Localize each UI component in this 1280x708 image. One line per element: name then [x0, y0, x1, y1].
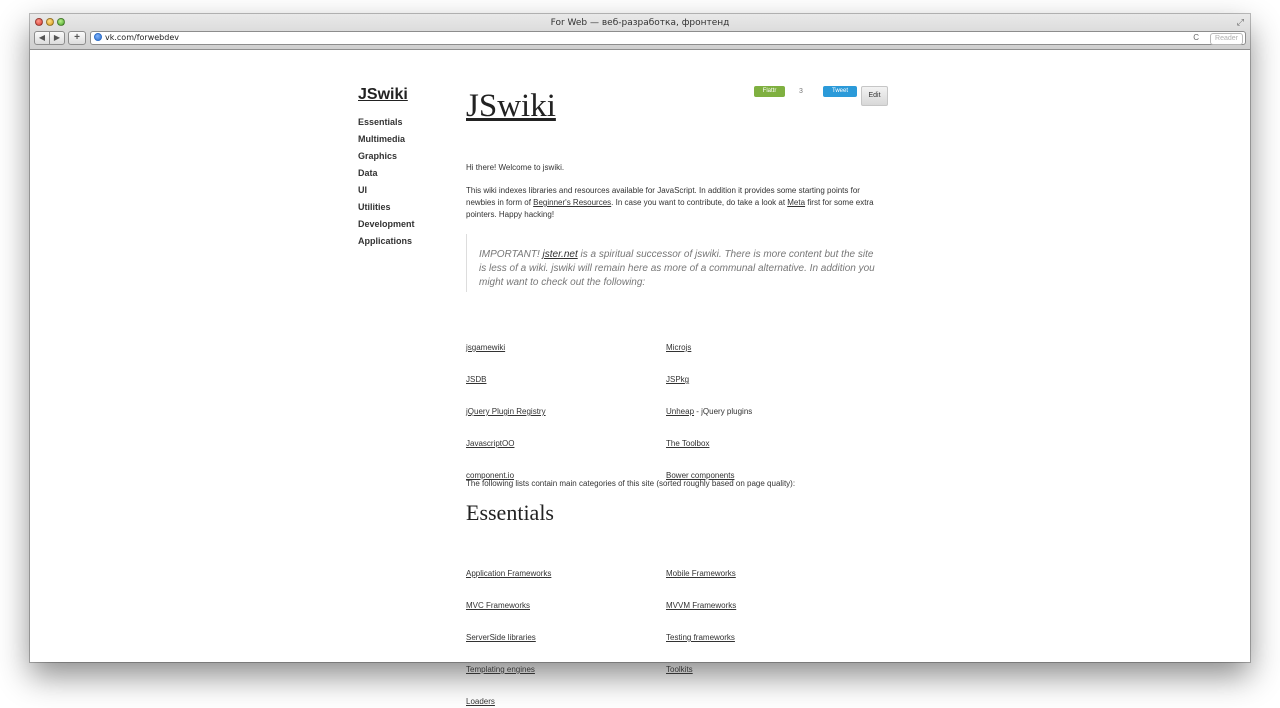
browser-window [30, 14, 1250, 706]
notice-body: is a spiritual successor of jswiki. There is more content but the site is less of a wiki. jswiki will remain here as more of a communal alternative. In addition you might want to check out the following: [479, 249, 875, 288]
intro-text: This wiki indexes libraries and resources available for JavaScript. In addition it provides some starting points for newbies in form of [466, 186, 860, 207]
notice-text [479, 248, 879, 290]
reload-icon[interactable]: C [1193, 33, 1199, 42]
back-button[interactable]: ◀ [34, 31, 50, 45]
essentials-link[interactable]: Application Frameworks [466, 569, 552, 578]
globe-icon [94, 33, 102, 41]
notice-prefix: IMPORTANT! [479, 249, 543, 260]
related-link[interactable]: component.io [466, 471, 515, 480]
forward-button[interactable]: ▶ [49, 31, 65, 45]
fullscreen-icon[interactable]: ⤢ [1236, 17, 1244, 27]
essentials-heading: Essentials [466, 500, 554, 525]
sidebar-item-utilities[interactable]: Utilities [358, 202, 391, 212]
window-title: For Web — веб-разработка, фронтенд [550, 18, 730, 28]
essentials-link[interactable]: Templating engines [466, 665, 535, 674]
sidebar-item-ui[interactable]: UI [358, 185, 367, 195]
jster-link[interactable]: jster.net [542, 249, 578, 260]
browser-toolbar [34, 31, 1246, 45]
site-logo-link[interactable]: JSwiki [358, 86, 408, 103]
important-notice [466, 234, 879, 292]
main-content [466, 86, 886, 706]
add-bookmark-button[interactable]: + [68, 31, 86, 45]
flattr-count: 3 [799, 88, 803, 95]
sidebar-item-development[interactable]: Development [358, 219, 415, 229]
intro-paragraph [466, 185, 886, 221]
related-link-row [666, 406, 752, 418]
url-text: vk.com/forwebdev [105, 33, 179, 42]
related-link[interactable]: jQuery Plugin Registry [466, 407, 546, 416]
intro-text: . In case you want to contribute, do take a look at [611, 198, 788, 207]
essentials-link[interactable]: Loaders [466, 697, 495, 706]
sidebar-item-applications[interactable]: Applications [358, 236, 413, 246]
related-link[interactable]: JSDB [466, 375, 487, 384]
related-link[interactable]: Bower components [666, 471, 735, 480]
sidebar-item-multimedia[interactable]: Multimedia [358, 134, 406, 144]
page-title[interactable]: JSwiki [466, 88, 556, 124]
related-link[interactable]: Microjs [666, 343, 692, 352]
related-link[interactable]: jsgamewiki [466, 343, 506, 352]
essentials-link[interactable]: MVC Frameworks [466, 601, 531, 610]
address-bar[interactable] [90, 31, 1246, 45]
essentials-link[interactable]: ServerSide libraries [466, 633, 536, 642]
sidebar-item-graphics[interactable]: Graphics [358, 151, 398, 161]
page-content [30, 50, 1250, 706]
greeting-text: Hi there! Welcome to jswiki. [466, 163, 565, 172]
essentials-link[interactable]: Toolkits [666, 665, 693, 674]
related-link[interactable]: Unheap [666, 407, 695, 416]
related-link[interactable]: JSPkg [666, 375, 690, 384]
categories-intro: The following lists contain main categories of this site (sorted roughly based on page quality): [466, 479, 796, 488]
essentials-link[interactable]: Mobile Frameworks [666, 569, 736, 578]
intro-text: first for some extra pointers. Happy hacking! [466, 198, 874, 219]
essentials-link[interactable]: Testing frameworks [666, 633, 735, 642]
meta-link[interactable]: Meta [787, 198, 806, 207]
beginners-resources-link[interactable]: Beginner's Resources [533, 198, 612, 207]
flattr-button[interactable]: Flattr [754, 86, 785, 97]
sidebar-item-data[interactable]: Data [358, 168, 378, 178]
reader-button[interactable]: Reader [1210, 33, 1243, 45]
essentials-link[interactable]: MVVM Frameworks [666, 601, 737, 610]
browser-chrome [30, 14, 1250, 50]
tweet-button[interactable]: Tweet [823, 86, 857, 97]
related-link-note: - jQuery plugins [694, 407, 753, 416]
related-link[interactable]: The Toolbox [666, 439, 710, 448]
sidebar [358, 86, 448, 250]
sidebar-item-essentials[interactable]: Essentials [358, 117, 403, 127]
related-link[interactable]: JavascriptOO [466, 439, 515, 448]
edit-button[interactable]: Edit [861, 86, 888, 106]
